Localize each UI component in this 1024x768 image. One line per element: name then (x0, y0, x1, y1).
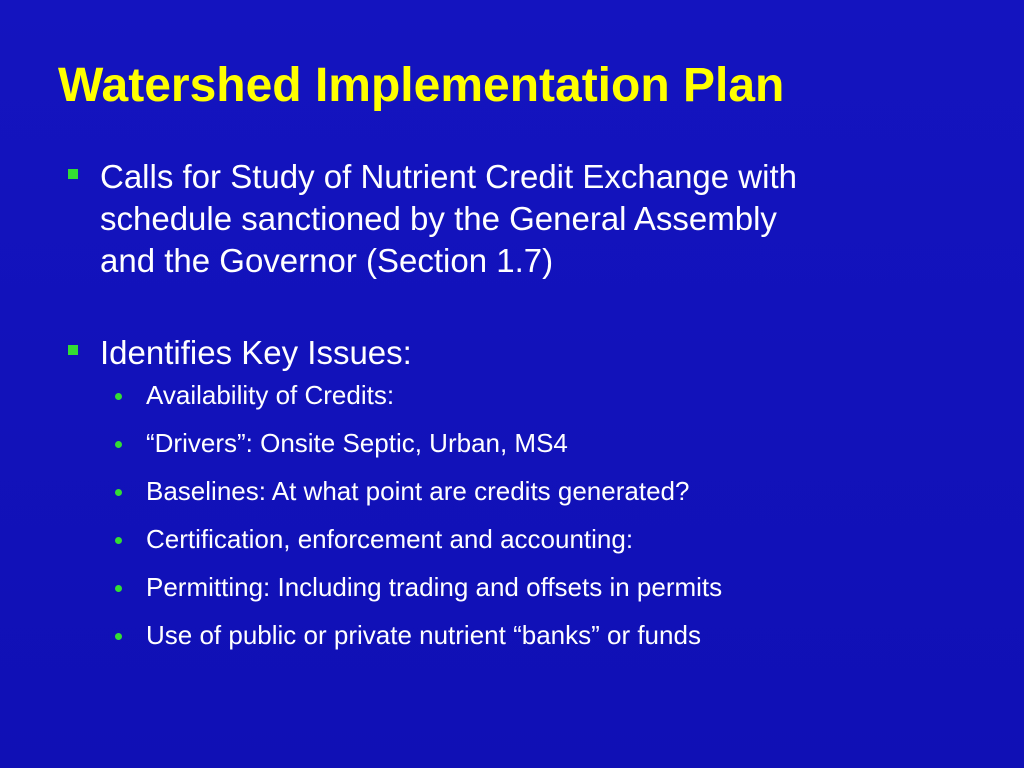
subbullet-text: Availability of Credits: (146, 380, 395, 410)
subbullet-item (62, 476, 982, 507)
dot-bullet-icon (115, 537, 122, 544)
subbullet-item (62, 620, 982, 651)
bullet-item (62, 156, 982, 282)
dot-bullet-icon (115, 585, 122, 592)
slide-title: Watershed Implementation Plan (58, 59, 785, 112)
dot-bullet-icon (115, 489, 122, 496)
subbullet-item (62, 380, 982, 411)
subbullet-item (62, 572, 982, 603)
subbullet-text: “Drivers”: Onsite Septic, Urban, MS4 (146, 428, 568, 458)
dot-bullet-icon (115, 441, 122, 448)
bullet-text-line: schedule sanctioned by the General Assembly (100, 200, 777, 237)
bullet-text-line: Calls for Study of Nutrient Credit Exchange with (100, 158, 797, 195)
slide-content (62, 156, 982, 668)
bullet-item (62, 332, 982, 374)
subbullet-text: Baselines: At what point are credits generated? (146, 476, 690, 506)
subbullet-text: Certification, enforcement and accounting: (146, 524, 634, 554)
bullet-text-line: Identifies Key Issues: (100, 334, 412, 371)
square-bullet-icon (68, 169, 78, 179)
subbullet-text: Permitting: Including trading and offsets in permits (146, 572, 723, 602)
dot-bullet-icon (115, 633, 122, 640)
subbullet-list (62, 380, 982, 651)
subbullet-text: Use of public or private nutrient “banks” or funds (146, 620, 701, 650)
subbullet-item (62, 524, 982, 555)
square-bullet-icon (68, 345, 78, 355)
subbullet-item (62, 428, 982, 459)
dot-bullet-icon (115, 393, 122, 400)
bullet-text-line: and the Governor (Section 1.7) (100, 242, 554, 279)
